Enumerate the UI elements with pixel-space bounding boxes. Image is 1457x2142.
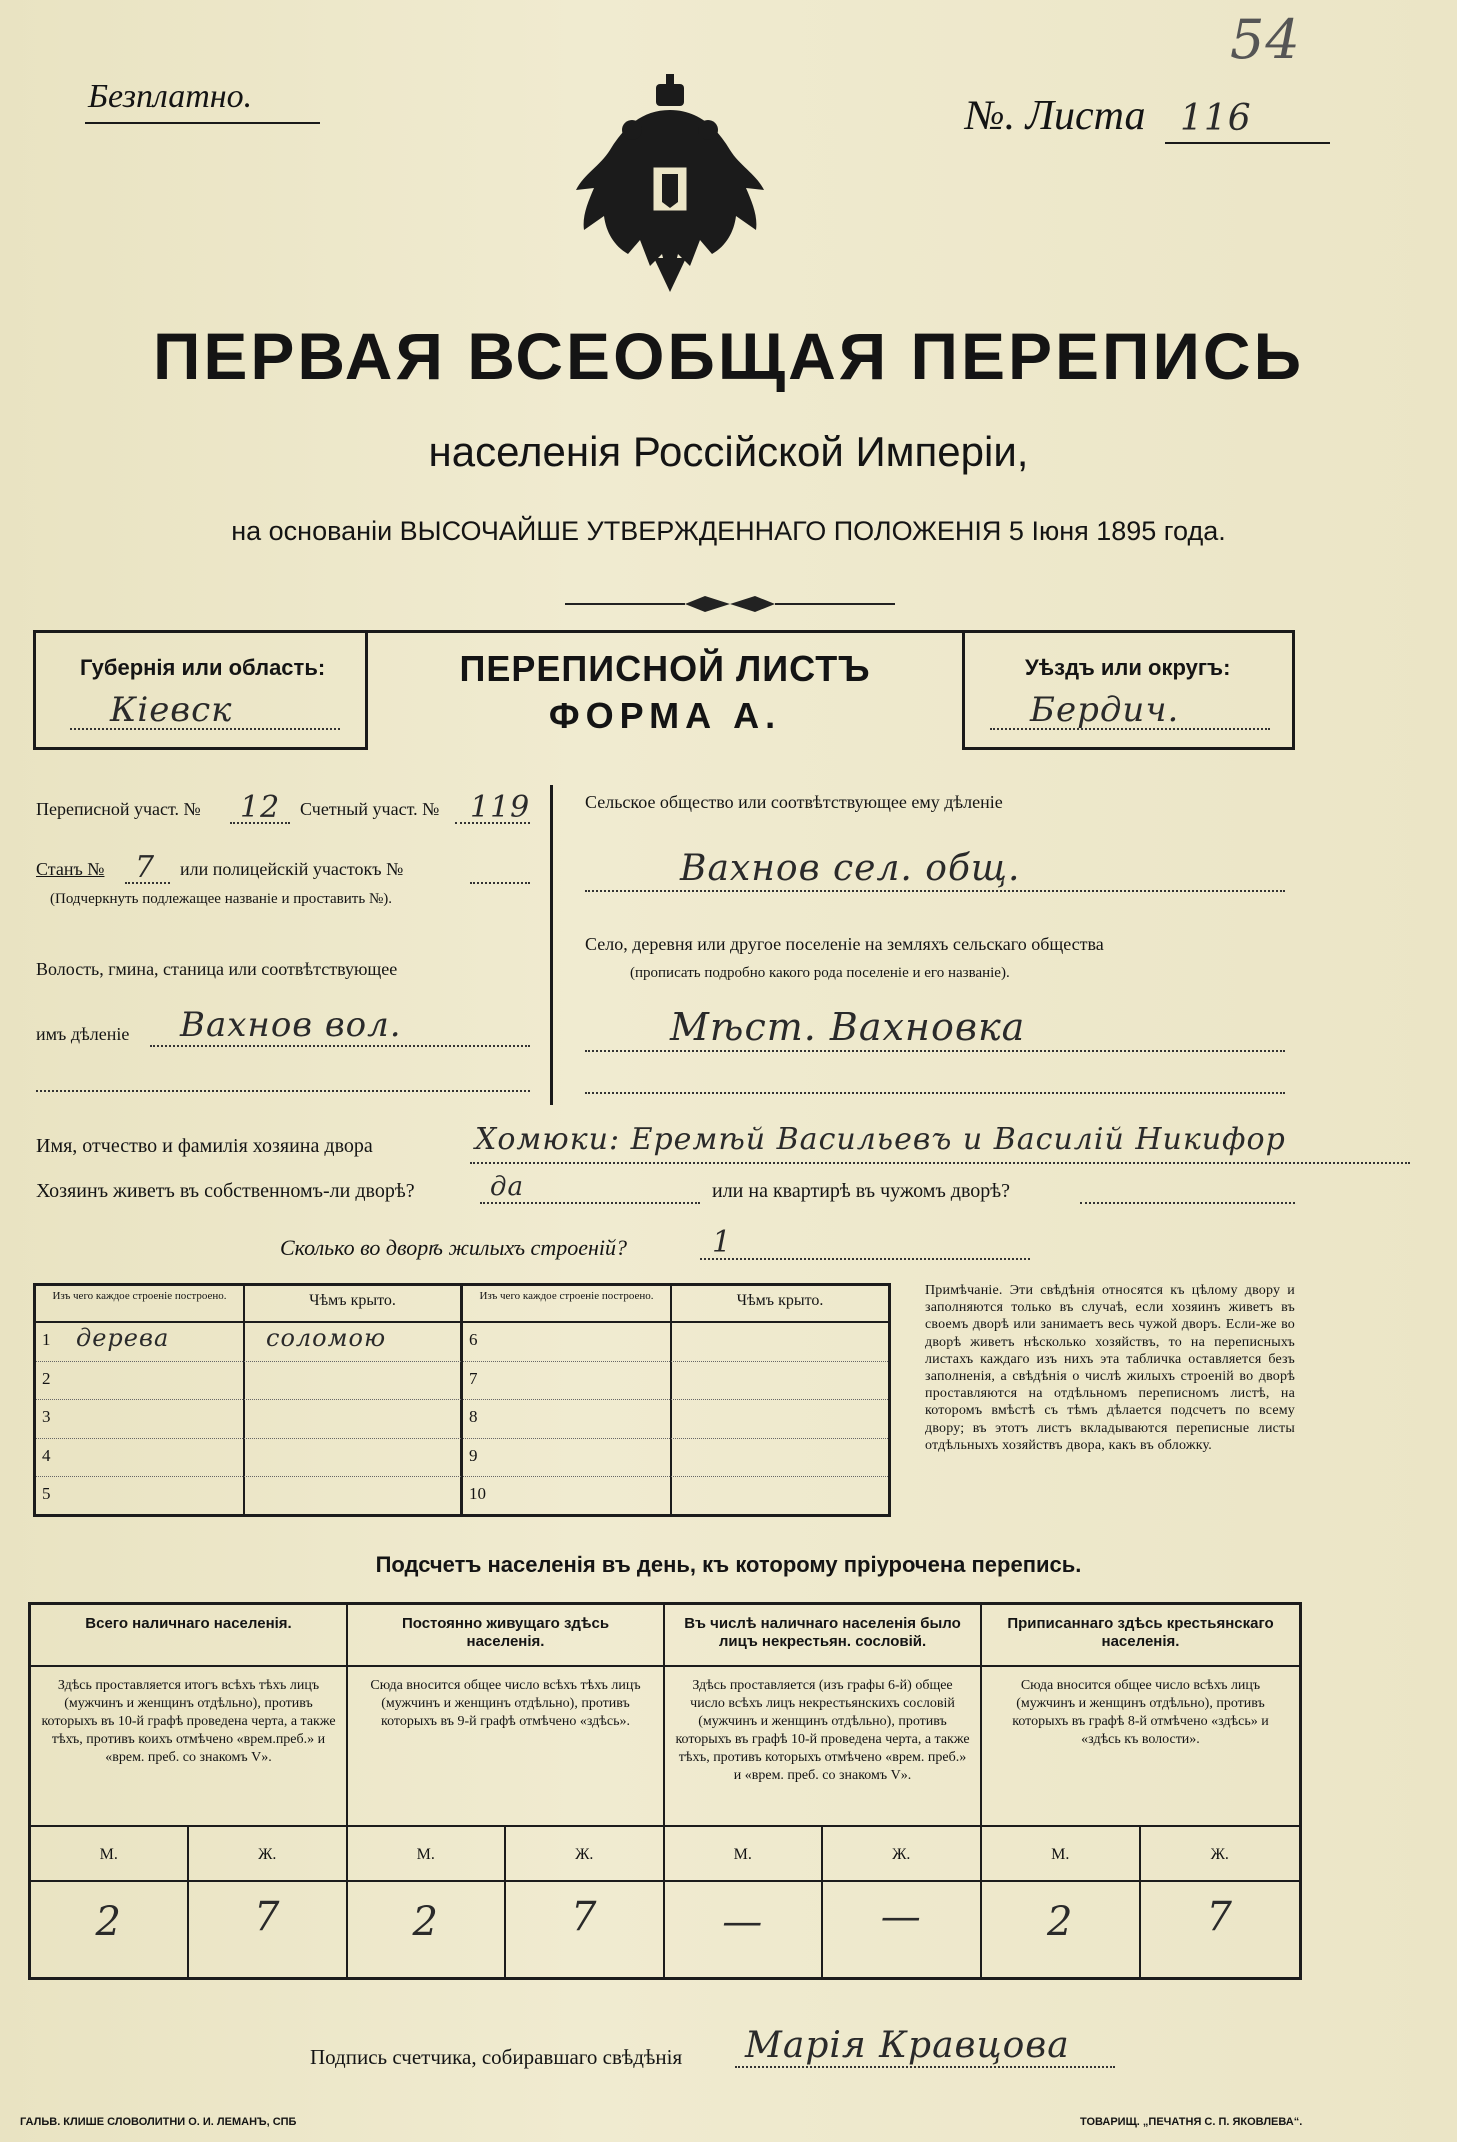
building-row-number: 5 xyxy=(42,1484,51,1503)
building-roof: соломою xyxy=(266,1324,387,1352)
count-column-header: Постоянно живущаго здѣсь населенія. xyxy=(348,1605,663,1667)
stan-value: 7 xyxy=(135,850,156,885)
footer-left: ГАЛЬВ. КЛИШЕ СЛОВОЛИТНИ О. И. ЛЕМАНЪ, СПБ xyxy=(20,2116,297,2128)
count-column xyxy=(31,1605,348,1977)
count-column-header: Въ числѣ наличнаго населенія было лицъ некрестьян. сословій. xyxy=(665,1605,980,1667)
stan-label: Станъ № xyxy=(36,859,105,879)
uchastok-value: 12 xyxy=(240,790,281,825)
village-note: (прописать подробно какого рода поселеніе и его названіе). xyxy=(630,965,1010,981)
village-label: Село, деревня или другое поселеніе на земляхъ сельскаго общества xyxy=(585,934,1104,954)
female-label: Ж. xyxy=(258,1846,277,1863)
owner-rent-label: или на квартирѣ въ чужомъ дворѣ? xyxy=(712,1180,1011,1202)
female-label: Ж. xyxy=(892,1846,911,1863)
society-value: Вахнов сел. общ. xyxy=(680,848,1021,889)
police-label: или полицейскій участокъ № xyxy=(180,859,404,879)
schetny-value: 119 xyxy=(470,790,531,825)
stan-note: (Подчеркнуть подлежащее названіе и проставить №). xyxy=(50,891,392,907)
volost-label: Волость, гмина, станица или соотвѣтствующее xyxy=(36,959,398,979)
count-column xyxy=(982,1605,1299,1977)
gubernia-label: Губернія или область: xyxy=(80,655,326,680)
signature-label: Подпись счетчика, собиравшаго свѣдѣнія xyxy=(310,2045,683,2069)
female-count: 7 xyxy=(254,1894,281,1940)
society-label: Сельское общество или соотвѣтствующее ему дѣленіе xyxy=(585,792,1003,812)
buildings-table xyxy=(33,1283,891,1517)
signature-value: Марія Кравцова xyxy=(745,2025,1070,2066)
owner-lives-value: да xyxy=(490,1172,524,1202)
volost-label-2: имъ дѣленіе xyxy=(36,1024,130,1044)
building-row-number: 6 xyxy=(469,1330,478,1349)
count-title: Подсчетъ населенія въ день, къ которому пріурочена перепись. xyxy=(375,1552,1082,1577)
archive-number: 54 xyxy=(1230,8,1301,71)
col-material-header: Изъ чего каждое строеніе построено. xyxy=(52,1290,227,1302)
sheet-number-label: №. Листа xyxy=(965,93,1146,139)
col-material-header-2: Изъ чего каждое строеніе построено. xyxy=(479,1290,654,1302)
sheet-number-value: 116 xyxy=(1180,98,1252,139)
owner-name-label: Имя, отчество и фамилія хозяина двора xyxy=(36,1135,373,1157)
uezd-value: Бердич. xyxy=(1030,690,1180,730)
ornament-divider xyxy=(565,594,895,614)
count-column-header: Всего наличнаго населенія. xyxy=(31,1605,346,1667)
male-count: — xyxy=(722,1899,764,1945)
double-headed-eagle-icon xyxy=(570,70,770,300)
buildings-count-label: Сколько во дворѣ жилыхъ строеній? xyxy=(280,1235,627,1260)
basis-line: на основаніи ВЫСОЧАЙШЕ УТВЕРЖДЕННАГО ПОЛОЖЕНІЯ 5 Іюня 1895 года. xyxy=(231,516,1226,546)
form-subtitle: ФОРМА А. xyxy=(548,695,782,736)
count-column-description: Сюда вносится общее число всѣхъ лицъ (мужчинъ и женщинъ отдѣльно), противъ которыхъ въ графѣ 8-й отмѣчено «здѣсь» и «здѣсь къ волости». xyxy=(982,1667,1299,1827)
population-count-table xyxy=(28,1602,1302,1980)
page-subtitle: населенія Россійской Имперіи, xyxy=(428,428,1029,475)
male-label: М. xyxy=(99,1846,118,1863)
female-label: Ж. xyxy=(1210,1846,1229,1863)
female-count: 7 xyxy=(1206,1894,1233,1940)
buildings-count-value: 1 xyxy=(712,1225,733,1260)
male-count: 2 xyxy=(1047,1899,1074,1945)
owner-name-value: Хомюки: Еремѣй Васильевъ и Василій Никифор xyxy=(475,1122,1286,1157)
building-row-number: 8 xyxy=(469,1407,478,1426)
female-label: Ж. xyxy=(575,1846,594,1863)
free-label: Безплатно. xyxy=(88,78,253,115)
col-roof-header: Чѣмъ крыто. xyxy=(245,1286,460,1323)
building-row-number: 7 xyxy=(469,1368,478,1388)
uchastok-label: Переписной участ. № xyxy=(36,799,201,819)
village-value: Мѣст. Вахновка xyxy=(670,1005,1026,1049)
count-column-description: Сюда вносится общее число всѣхъ тѣхъ лицъ (мужчинъ и женщинъ отдѣльно), противъ которыхъ въ 9-й графѣ отмѣчено «здѣсь». xyxy=(348,1667,663,1827)
uezd-label: Уѣздъ или округъ: xyxy=(1025,655,1231,680)
female-count: 7 xyxy=(571,1894,598,1940)
footer-right: ТОВАРИЩ. „ПЕЧАТНЯ С. П. ЯКОВЛЕВА“. xyxy=(1080,2116,1303,2128)
count-column-header: Приписаннаго здѣсь крестьянскаго населенія. xyxy=(982,1605,1299,1667)
building-row-number: 4 xyxy=(42,1445,51,1465)
building-row-number: 1 xyxy=(42,1330,51,1349)
male-count: 2 xyxy=(95,1899,122,1945)
building-row-number: 10 xyxy=(469,1484,486,1503)
count-column xyxy=(665,1605,982,1977)
owner-lives-label: Хозяинъ живетъ въ собственномъ-ли дворѣ? xyxy=(36,1180,415,1202)
gubernia-value: Кіевск xyxy=(110,690,233,730)
count-column xyxy=(348,1605,665,1977)
note-text: Примѣчаніе. Эти свѣдѣнія относятся къ цѣлому двору и заполняются только въ случаѣ, если хозяинъ живетъ въ своемъ дворѣ или занимаетъ весь чужой дворъ. Если-же во дворѣ живетъ нѣсколько хозяйствъ, то на переписныхъ листахъ каждаго изъ нихъ эта табличка оставляется безъ заполненія, а свѣдѣнія о числѣ жилыхъ строеній во дворѣ проставляются на отдѣльномъ переписномъ листѣ, на которомъ вмѣстѣ съ тѣмъ дѣлается подсчетъ по всему двору; въ этотъ листъ вкладываются переписные листы отдѣльныхъ хозяйствъ двора, какъ въ обложку. xyxy=(925,1283,1295,1453)
count-column-description: Здѣсь проставляется (изъ графы 6-й) общее число всѣхъ лицъ некрестьянскихъ сословій (мужчинъ и женщинъ отдѣльно), противъ которыхъ въ графѣ 10-й проведена черта, а также тѣхъ, противъ которыхъ отмѣчено «врем. преб.» и «врем. преб. со знакомъ V». xyxy=(665,1667,980,1827)
building-row-number: 3 xyxy=(42,1407,51,1426)
male-label: М. xyxy=(416,1846,435,1863)
male-label: М. xyxy=(733,1846,752,1863)
col-roof-header-2: Чѣмъ крыто. xyxy=(672,1286,888,1323)
schetny-label: Счетный участ. № xyxy=(300,799,440,819)
female-count: — xyxy=(880,1894,922,1940)
form-title: ПЕРЕПИСНОЙ ЛИСТЪ xyxy=(459,648,871,689)
count-column-description: Здѣсь проставляется итогъ всѣхъ тѣхъ лицъ (мужчинъ и женщинъ отдѣльно), противъ которыхъ въ 10-й графѣ проведена черта, а также тѣхъ, противъ коихъ отмѣчено «врем.преб.» и «врем. преб. со знакомъ V». xyxy=(31,1667,346,1827)
building-row-number: 9 xyxy=(469,1445,478,1465)
male-label: М. xyxy=(1051,1846,1070,1863)
male-count: 2 xyxy=(412,1899,439,1945)
building-row-number: 2 xyxy=(42,1368,51,1388)
page-title: ПЕРВАЯ ВСЕОБЩАЯ ПЕРЕПИСЬ xyxy=(152,319,1305,393)
building-material: дерева xyxy=(76,1324,170,1352)
volost-value: Вахнов вол. xyxy=(180,1005,402,1045)
